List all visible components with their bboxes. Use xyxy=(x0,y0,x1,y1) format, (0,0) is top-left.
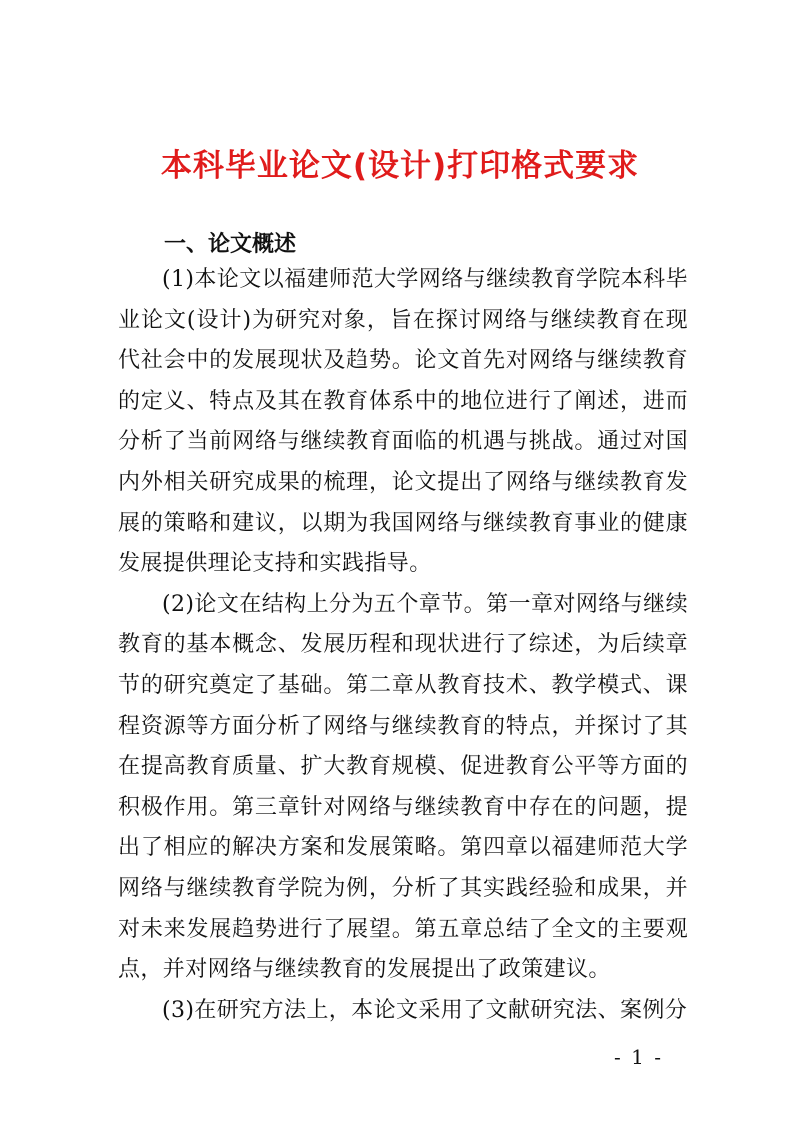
page-number: - 1 - xyxy=(614,1045,663,1069)
paragraph-2: (2)论文在结构上分为五个章节。第一章对网络与继续教育的基本概念、发展历程和现状进行了综述，为后续章节的研究奠定了基础。第二章从教育技术、教学模式、课程资源等方面分析了网络与继续教育的特点，并探讨了其在提高教育质量、扩大教育规模、促进教育公平等方面的积极作用。第三章针对网络与继续教育中存在的问题，提出了相应的解决方案和发展策略。第四章以福建师范大学网络与继续教育学院为例，分析了其实践经验和成果，并对未来发展趋势进行了展望。第五章总结了全文的主要观点，并对网络与继续教育的发展提出了政策建议。 xyxy=(118,591,688,983)
page-title: 本科毕业论文(设计)打印格式要求 xyxy=(160,148,640,184)
section-heading: 一、论文概述 xyxy=(164,232,297,257)
body-text xyxy=(118,260,688,1031)
paragraph-1: (1)本论文以福建师范大学网络与继续教育学院本科毕业论文(设计)为研究对象，旨在探讨网络与继续教育在现代社会中的发展现状及趋势。论文首先对网络与继续教育的定义、特点及其在教育体系中的地位进行了阐述，进而分析了当前网络与继续教育面临的机遇与挑战。通过对国内外相关研究成果的梳理，论文提出了网络与继续教育发展的策略和建议，以期为我国网络与继续教育事业的健康发展提供理论支持和实践指导。 xyxy=(118,267,688,577)
paragraph-3: (3)在研究方法上，本论文采用了文献研究法、案例分 xyxy=(162,997,688,1023)
